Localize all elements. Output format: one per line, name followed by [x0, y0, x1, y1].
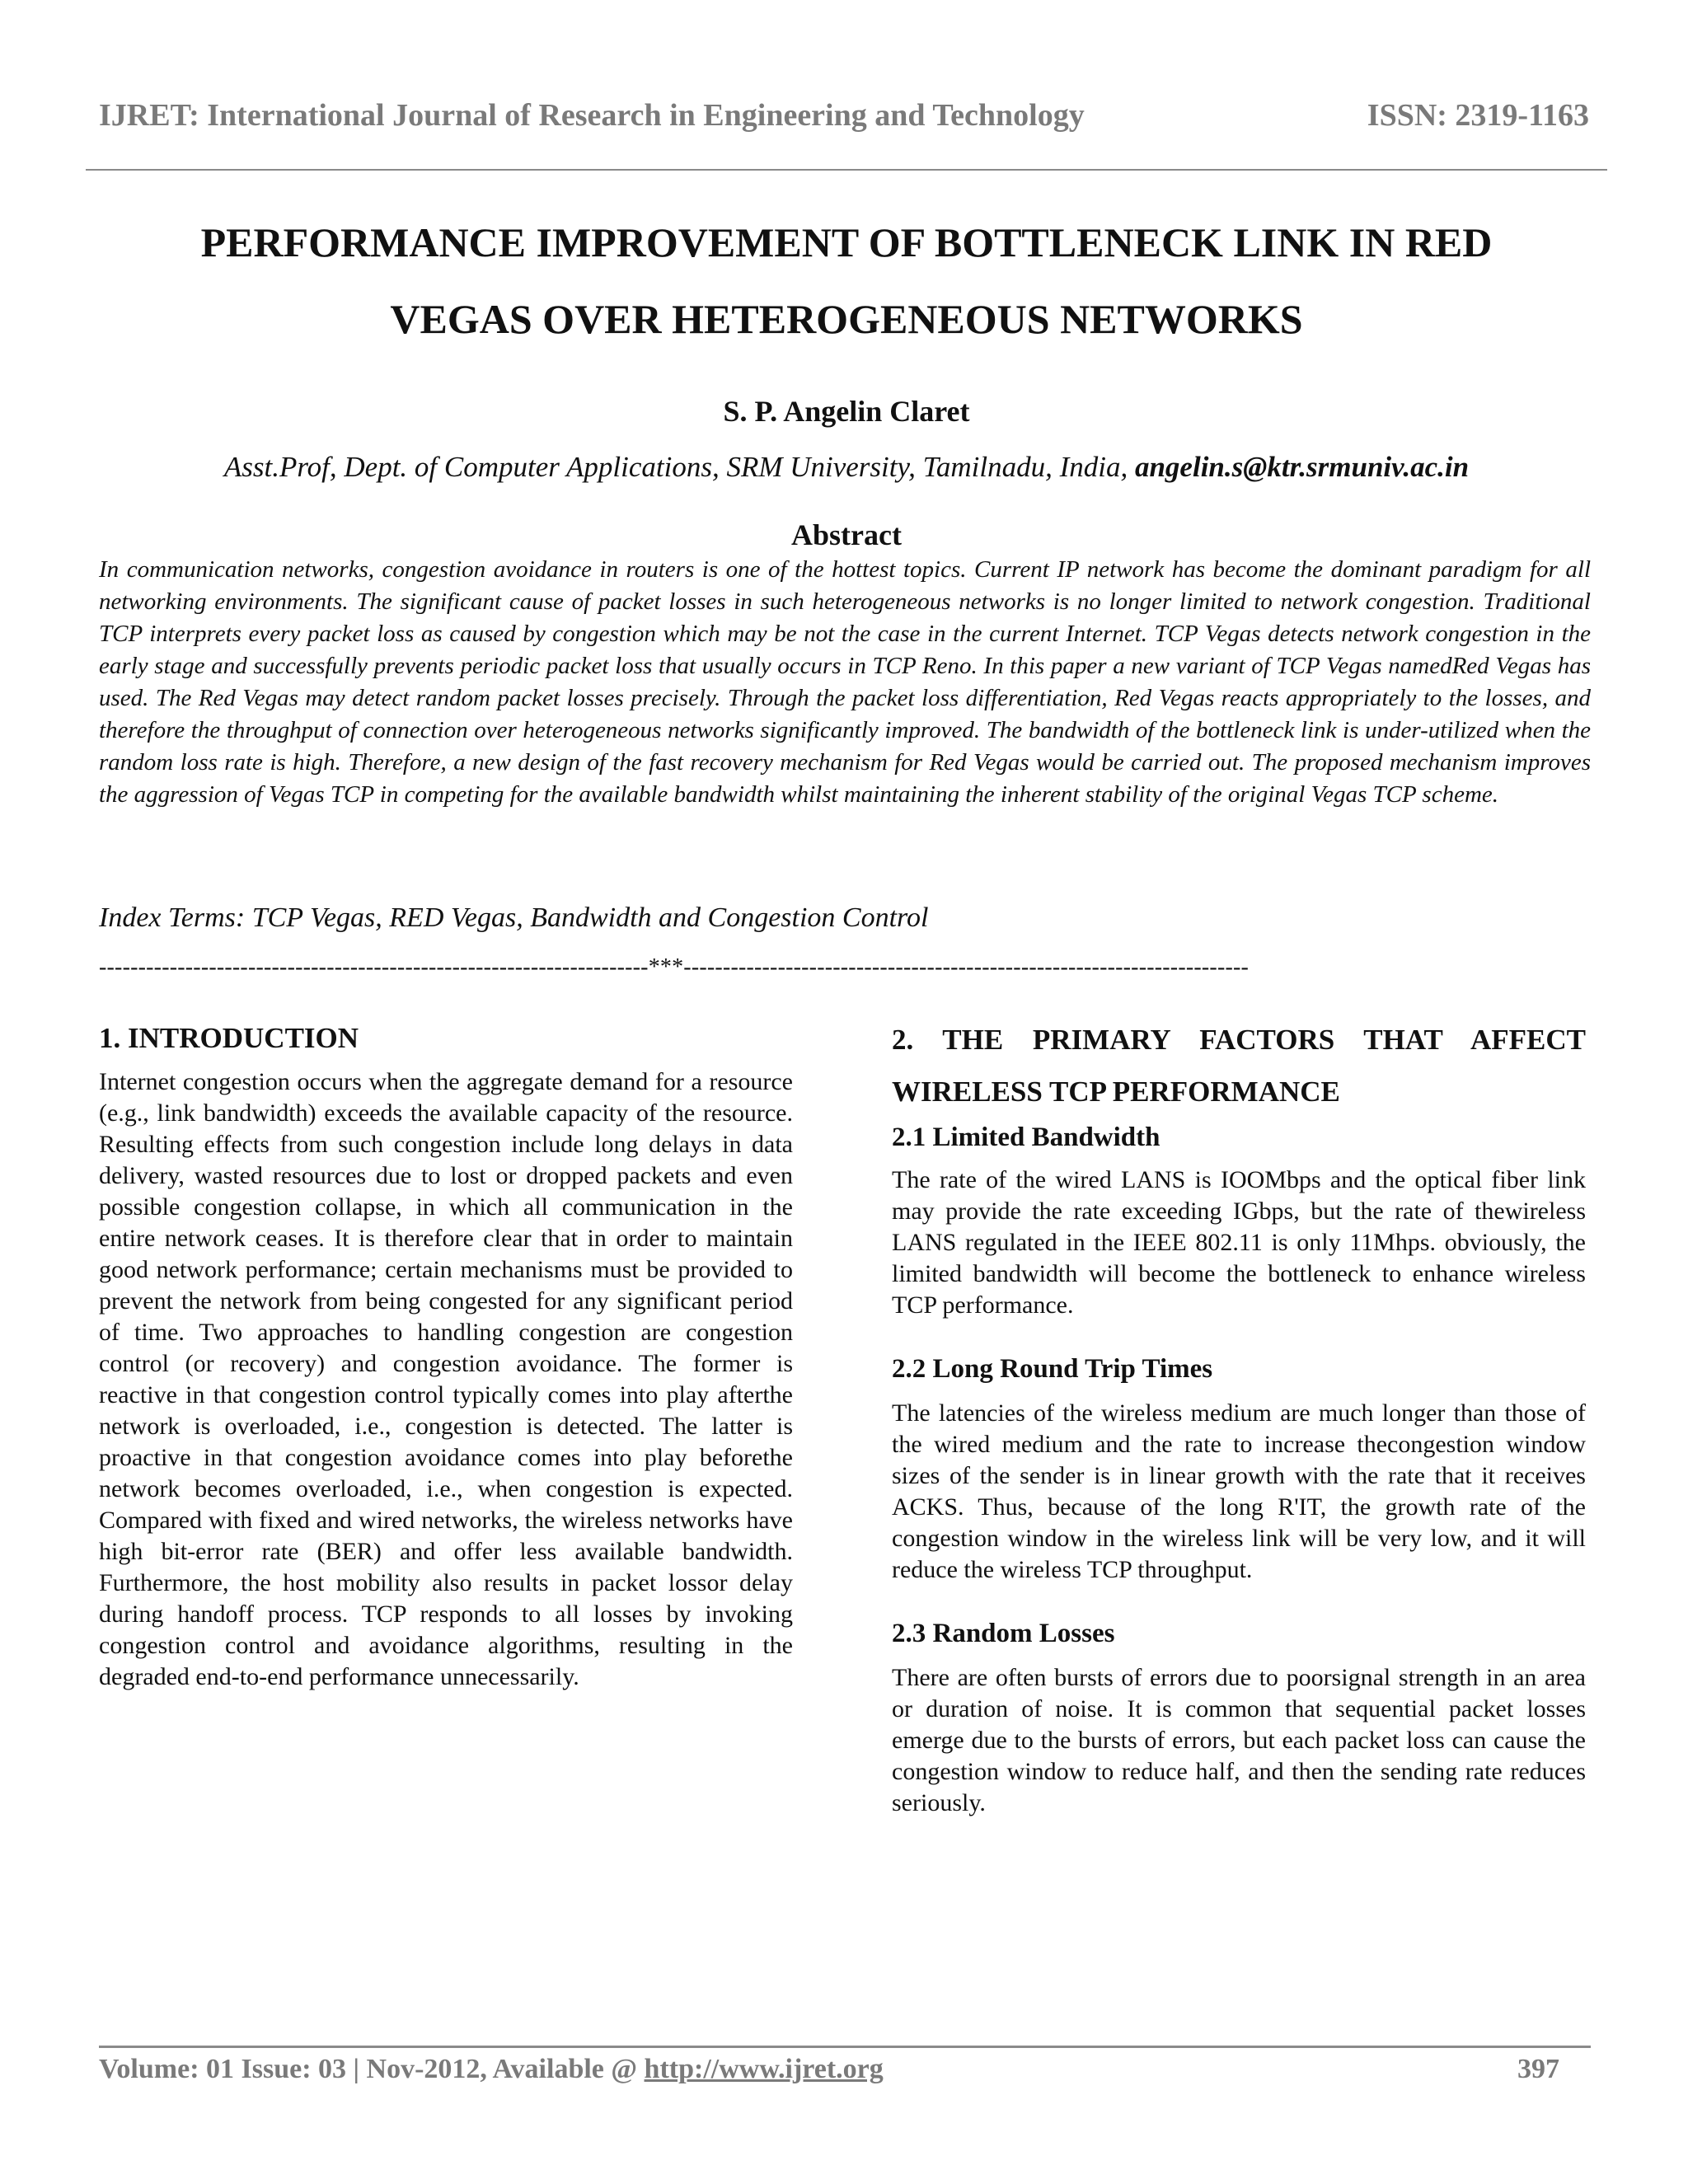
- header-divider: [86, 169, 1607, 171]
- issn: ISSN: 2319-1163: [1367, 98, 1589, 133]
- journal-link[interactable]: http://www.ijret.org: [644, 2054, 884, 2084]
- title-line: VEGAS OVER HETEROGENEOUS NETWORKS: [390, 296, 1303, 342]
- title-line: PERFORMANCE IMPROVEMENT OF BOTTLENECK LINK IN RED: [200, 219, 1493, 265]
- left-column: [99, 1022, 793, 1693]
- page-footer: [99, 2054, 1591, 2095]
- page-number: 397: [1517, 2054, 1559, 2084]
- right-column: [892, 1022, 1586, 1819]
- abstract-text: In communication networks, congestion avoidance in routers is one of the hottest topics. Current IP network has become the dominant paradigm for all networking environments. The significant cause of packet losses in such heterogeneous networks is no longer limited to network congestion. Traditional TCP interprets every packet loss as caused by congestion which may be not the case in the current Internet. TCP Vegas detects network congestion in the early stage and successfully prevents periodic packet loss that usually occurs in TCP Reno. In this paper a new variant of TCP Vegas namedRed Vegas has used. The Red Vegas may detect random packet losses precisely. Through the packet loss differentiation, Red Vegas reacts appropriately to the losses, and therefore the throughput of connection over heterogeneous networks significantly improved. The bandwidth of the bottleneck link is under-utilized when the random loss rate is high. Therefore, a new design of the fast recovery mechanism for Red Vegas would be carried out. The proposed mechanism improves the aggression of Vegas TCP in competing for the available bandwidth whilst maintaining the inherent stability of the original Vegas TCP scheme.: [99, 556, 1591, 808]
- index-terms: Index Terms: TCP Vegas, RED Vegas, Bandwidth and Congestion Control: [99, 902, 929, 933]
- affiliation-text: Asst.Prof, Dept. of Computer Applications, SRM University, Tamilnadu, India,: [223, 451, 1135, 483]
- journal-name: IJRET: International Journal of Research in Engineering and Technology: [99, 98, 1085, 133]
- subsection-heading: 2.2 Long Round Trip Times: [892, 1354, 1213, 1384]
- abstract-heading: Abstract: [791, 518, 902, 551]
- subsection-text: The latencies of the wireless medium are much longer than those of the wired medium and the rate to increase thecongestion window sizes of the sender is in linear growth with the rate that it receives ACKS. Thus, because of the long R'IT, the growth rate of the congestion window in the wireless link will be very low, and it will reduce the wireless TCP throughput.: [892, 1399, 1586, 1583]
- footer-divider: [99, 2046, 1591, 2048]
- author-email[interactable]: angelin.s@ktr.srmuniv.ac.in: [1134, 451, 1470, 483]
- section-heading: 2. THE PRIMARY FACTORS THAT AFFECT WIRELESS TCP PERFORMANCE: [892, 1024, 1586, 1108]
- section-separator: ----------------------------------------------------------------------***------------------------------------------------------------------------: [99, 954, 1250, 980]
- volume-text: Volume: 01 Issue: 03 | Nov-2012, Available @: [99, 2054, 645, 2084]
- subsection-heading: 2.3 Random Losses: [892, 1619, 1115, 1648]
- author-affiliation: [86, 451, 1607, 484]
- subsection-text: The rate of the wired LANS is IOOMbps and the optical fiber link may provide the rate exceeding IGbps, but the rate of thewireless LANS regulated in the IEEE 802.11 is only 11Mhps. obviously, the limited bandwidth will become the bottleneck to enhance wireless TCP performance.: [892, 1166, 1586, 1319]
- running-header: [99, 97, 1591, 140]
- section-text: Internet congestion occurs when the aggregate demand for a resource (e.g., link bandwidth) exceeds the available capacity of the resource. Resulting effects from such congestion include long delays in data delivery, wasted resources due to lost or dropped packets and even possible congestion collapse, in which all communication in the entire network ceases. It is therefore clear that in order to maintain good network performance; certain mechanisms must be provided to prevent the network from being congested for any significant period of time. Two approaches to handling congestion are congestion control (or recovery) and congestion avoidance. The former is reactive in that congestion control typically comes into play afterthe network is overloaded, i.e., congestion is detected. The latter is proactive in that congestion avoidance comes into play beforethe network becomes overloaded, i.e., when congestion is expected. Compared with fixed and wired networks, the wireless networks have high bit-error rate (BER) and offer less available bandwidth. Furthermore, the host mobility also results in packet lossor delay during handoff process. TCP responds to all losses by invoking congestion control and avoidance algorithms, resulting in the degraded end-to-end performance unnecessarily.: [99, 1068, 793, 1690]
- subsection-text: There are often bursts of errors due to poorsignal strength in an area or duration of noise. It is common that sequential packet losses emerge due to the bursts of errors, but each packet loss can cause the congestion window to reduce half, and then the sending rate reduces seriously.: [892, 1664, 1586, 1816]
- section-heading: 1. INTRODUCTION: [99, 1022, 359, 1054]
- footer-volume: [99, 2054, 884, 2085]
- author-name: S. P. Angelin Claret: [723, 395, 970, 428]
- subsection-heading: 2.1 Limited Bandwidth: [892, 1122, 1160, 1152]
- paper-title: [86, 204, 1607, 358]
